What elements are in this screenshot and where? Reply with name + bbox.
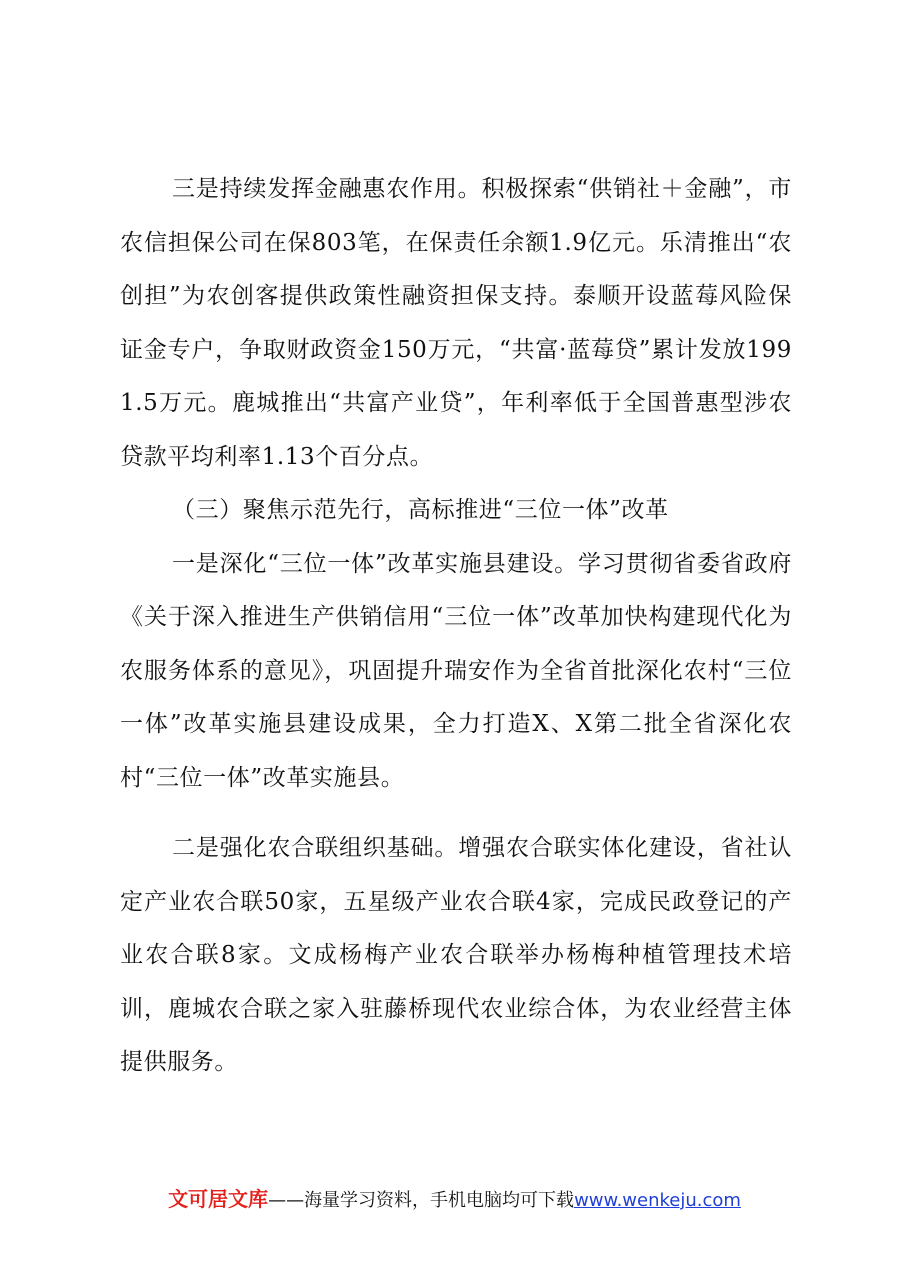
footer-brand: 文可居文库 [168,1187,269,1211]
paragraph-reform-county: 一是深化“三位一体”改革实施县建设。学习贯彻省委省政府《关于深入推进生产供销信用“三位一体”改革加快构建现代化为农服务体系的意见》，巩固提升瑞安作为全省首批深化农村“三位一体”改革实施县建设成果，全力打造X、X第二批全省深化农村“三位一体”改革实施县。 [120,550,792,791]
footer-banner [0,1183,909,1212]
paragraph-cooperative-union: 二是强化农合联组织基础。增强农合联实体化建设，省社认定产业农合联50家，五星级产业农合联4家，完成民政登记的产业农合联8家。文成杨梅产业农合联举办杨梅种植管理技术培训，鹿城农合联之家入驻藤桥现代农业综合体，为农业经营主体提供服务。 [120,835,792,1075]
footer-tagline: ——海量学习资料，手机电脑均可下载 [268,1190,575,1211]
document-body [120,163,792,1090]
paragraph-finance: 三是持续发挥金融惠农作用。积极探索“供销社＋金融”，市农信担保公司在保803笔，在保责任余额1.9亿元。乐清推出“农创担”为农创客提供政策性融资担保支持。泰顺开设蓝莓风险保证金专户，争取财政资金150万元，“共富·蓝莓贷”累计发放1991.5万元。鹿城推出“共富产业贷”，年利率低于全国普惠型涉农贷款平均利率1.13个百分点。 [120,176,792,470]
section-heading-three: （三）聚焦示范先行，高标推进“三位一体”改革 [172,497,669,523]
footer-link[interactable]: www.wenkeju.com [574,1190,741,1211]
